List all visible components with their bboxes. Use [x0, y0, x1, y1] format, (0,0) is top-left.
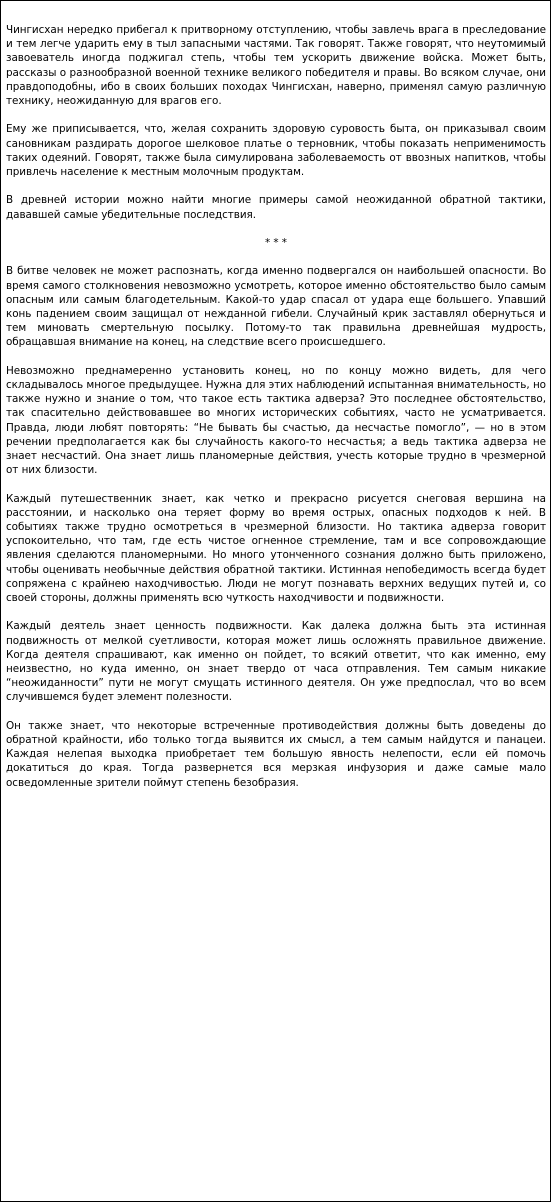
paragraph: Каждый деятель знает ценность подвижности. Как далека должна быть эта истинная подвижность от мелкой суетливости, которая может лишь осложнять правильное движение. Когда деятеля спрашивают, как именно он пойдет, то всякий ответит, что как именно, ему неизвестно, но куда именно, он знает твердо от часа отправления. Тем самым никакие “неожиданности” пути не могут смущать истинного деятеля. Он уже предпослал, что во всем случившемся будет элемент полезности.	[6, 620, 546, 704]
paragraph: В битве человек не может распознать, когда именно подвергался он наибольшей опасности. Во время самого столкновения невозможно усмотреть, которое именно обстоятельство было самым опасным или самым благодетельным. Какой-то удар спасал от удара еще большего. Упавший конь падением своим защищал от нежданной гибели. Случайный крик заставлял обернуться и тем миновать смертельную посылку. Потому-то так правильна древнейшая мудрость, обращавшая внимание на конец, на следствие всего происшедшего.	[6, 265, 546, 349]
paragraph: Каждый путешественник знает, как четко и прекрасно рисуется снеговая вершина на расстоянии, и насколько она теряет форму во время острых, опасных подходов к ней. В событиях также трудно осмотреться в чрезмерной близости. Но тактика адверза говорит успокоительно, что там, где есть чистое огненное стремление, там и все сопровождающие явления сделаются планомерными. Но много утонченного сознания должно быть приложено, чтобы оценивать необычные действия обратной тактики. Истинная непобедимость всегда будет сопряжена с крайнею находчивостью. Люди не могут познавать верхних ведущих путей и, со своей стороны, должны применять всю чуткость находчивости и подвижности.	[6, 492, 546, 605]
paragraph: Ему же приписывается, что, желая сохранить здоровую суровость быта, он приказывал своим сановникам раздирать дорогое шелковое платье о терновник, чтобы показать неприменимость таких одеяний. Говорят, также была симулирована заболеваемость от ввозных напитков, чтобы привлечь население к местным молочным продуктам.	[6, 123, 546, 179]
article-body	[6, 23, 546, 804]
section-separator: * * *	[265, 237, 287, 249]
paragraph: Невозможно преднамеренно установить конец, но по концу можно видеть, для чего складывалось многое предыдущее. Нужна для этих наблюдений испытанная внимательность, но также нужно и знание о том, что такое есть тактика адверза? Это последнее обстоятельство, так спасительно действовавшее во многих исторических событиях, часто не усматривается. Правда, люди любят повторять: “Не бывать бы счастью, да несчастье помогло”, — но в этом речении предполагается как бы случайность какого-то несчастья; а ведь тактика адверза не знает несчастий. Она знает лишь планомерные действия, учесть которые трудно в чрезмерной от них близости.	[6, 364, 546, 477]
paragraph: В древней истории можно найти многие примеры самой неожиданной обратной тактики, дававшей самые убедительные последствия.	[6, 194, 546, 221]
paragraph: Он также знает, что некоторые встреченные противодействия должны быть доведены до обратной крайности, ибо только тогда выявится их смысл, а тем самым найдутся и панацеи. Каждая нелепая выходка приобретает тем большую явность нелепости, если ей помочь докатиться до края. Тогда развернется вся мерзкая инфузория и даже самые мало осведомленные зрители поймут степень безобразия.	[6, 719, 546, 789]
paragraph: Чингисхан нередко прибегал к притворному отступлению, чтобы завлечь врага в преследование и тем легче ударить ему в тыл запасными частями. Так говорят. Также говорят, что неутомимый завоеватель иногда поджигал степь, чтобы тем ускорить движение войска. Может быть, рассказы о разнообразной военной технике великого победителя и правы. Во всяком случае, они правдоподобны, ибо в своих больших походах Чингисхан, наверно, применял самую различную технику, неожиданную для врагов его.	[6, 24, 546, 108]
